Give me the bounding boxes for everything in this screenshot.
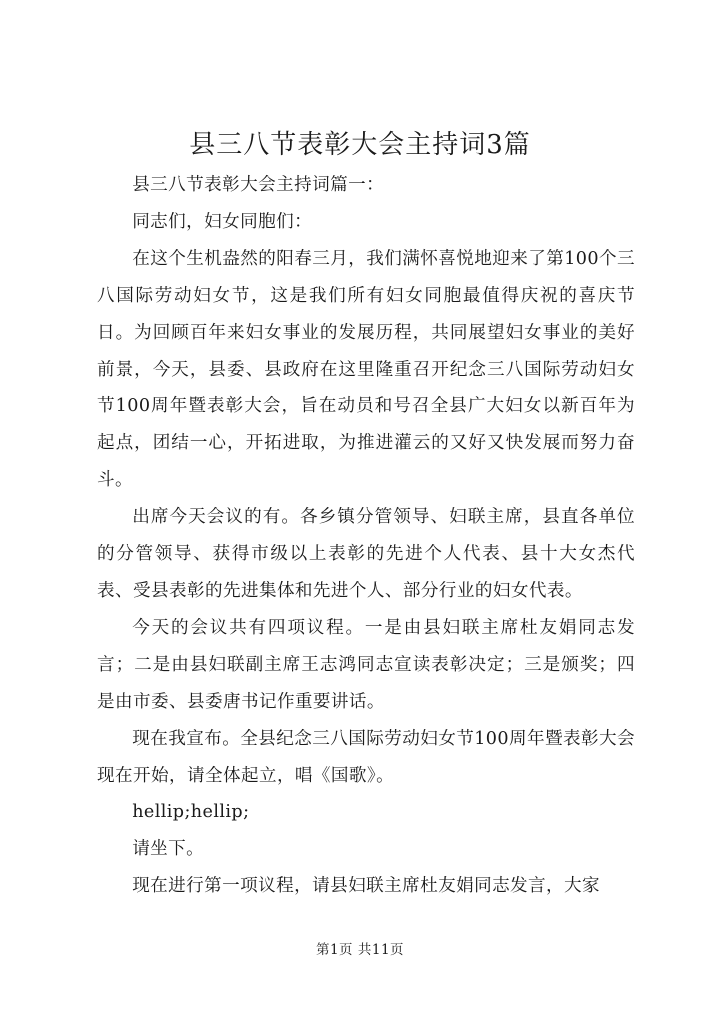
paragraph: 请坐下。 [132,839,205,860]
paragraph: 出席今天会议的有。各乡镇分管领导、妇联主席，县直各单位的分管领导、获得市级以上表彰的先进个人代表、县十大女杰代表、受县表彰的先进集体和先进个人、部分行业的妇女代表。 [97,507,635,601]
paragraph: 今天的会议共有四项议程。一是由县妇联主席杜友娟同志发言；二是由县妇联副主席王志鸿同志宣读表彰决定；三是颁奖；四是由市委、县委唐书记作重要讲话。 [97,617,635,712]
document-title: 县三八节表彰大会主持词3篇 [189,130,531,160]
document-body [97,167,635,905]
page-footer: 第1页 共11页 [315,942,405,958]
paragraph: 县三八节表彰大会主持词篇一： [132,175,385,195]
paragraph: 在这个生机盎然的阳春三月，我们满怀喜悦地迎来了第100个三八国际劳动妇女节，这是我们所有妇女同胞最值得庆祝的喜庆节日。为回顾百年来妇女事业的发展历程，共同展望妇女事业的美好前景，今天，县委、县政府在这里隆重召开纪念三八国际劳动妇女节100周年暨表彰大会，旨在动员和号召全县广大妇女以新百年为起点，团结一心，开拓进取，为推进灌云的又好又快发展而努力奋斗。 [97,248,635,491]
paragraph: 现在我宣布。全县纪念三八国际劳动妇女节100周年暨表彰大会现在开始，请全体起立，唱《国歌》。 [97,728,635,786]
paragraph: 同志们，妇女同胞们： [132,211,313,232]
paragraph: 现在进行第一项议程，请县妇联主席杜友娟同志发言，大家 [132,876,601,897]
paragraph: hellip;hellip; [132,802,250,823]
